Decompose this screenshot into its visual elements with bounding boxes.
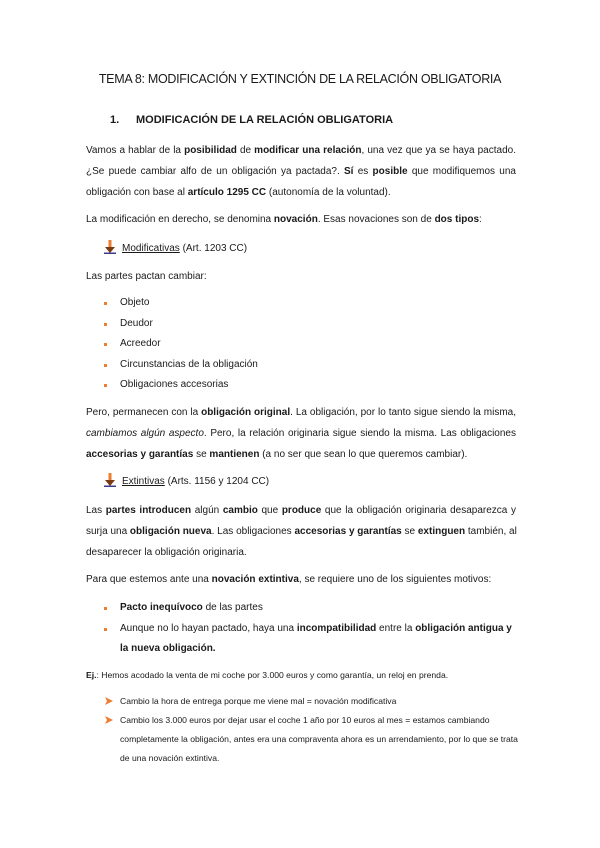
list-item: Circunstancias de la obligación [104, 355, 258, 376]
paragraph-motivos: Para que estemos ante una novación extintiva, se requiere uno de los siguientes motivos: [86, 574, 492, 585]
paragraph-intro [86, 140, 516, 203]
section-heading [110, 114, 393, 126]
bullet-icon [104, 323, 107, 326]
arrow-down-icon [104, 240, 116, 254]
list-item: Cambio los 3.000 euros por dejar usar el coche 1 año por 10 euros al mes = estamos cambiando completamente la obligación, antes era una compraventa ahora es un arrendamiento, por lo que se trata de una novación extintiva. [104, 711, 524, 768]
paragraph-novacion: La modificación en derecho, se denomina novación. Esas novaciones son de dos tipos: [86, 214, 482, 225]
arrow-down-icon [104, 473, 116, 487]
list-item: Acreedor [104, 334, 258, 355]
arrowhead-icon [104, 715, 114, 725]
bullet-icon [104, 628, 107, 631]
paragraph-line: ¿Se puede cambiar alfo de un obligación ya pactada?. Sí es posible que modifiquemos una [86, 166, 516, 177]
list-item: Aunque no lo hayan pactado, haya una incompatibilidad entre la obligación antigua y la nueva obligación. [104, 619, 518, 660]
page-title: TEMA 8: MODIFICACIÓN Y EXTINCIÓN DE LA RELACIÓN OBLIGATORIA [98, 72, 502, 86]
arrowhead-icon [104, 696, 114, 706]
bullet-icon [104, 364, 107, 367]
list-item: Deudor [104, 314, 258, 335]
list-item: Cambio la hora de entrega porque me viene mal = novación modificativa [104, 692, 524, 711]
example-paragraph: Ej.: Hemos acodado la venta de mi coche por 3.000 euros y como garantía, un reloj en prenda. [86, 670, 449, 680]
subheading-modificativas: Modificativas (Art. 1203 CC) [104, 238, 247, 259]
section-number: 1. [110, 114, 120, 126]
list-item: Obligaciones accesorias [104, 375, 258, 396]
bullet-icon [104, 384, 107, 387]
paragraph-line: obligación con base al artículo 1295 CC (autonomía de la voluntad). [86, 187, 391, 198]
bullet-icon [104, 607, 107, 610]
paragraph-permanecen: Pero, permanecen con la obligación original. La obligación, por lo tanto sigue siendo la misma, cambiamos algún aspecto. Pero, la relación originaria sigue siendo la misma. Las obligaciones accesorias y garantías se mantienen (a no ser que sean lo que queremos cambiar). [86, 407, 517, 460]
bullet-icon [104, 302, 107, 305]
paragraph-extintivas: Las partes introducen algún cambio que produce que la obligación originaria desaparezca y surja una obligación nueva. Las obligaciones accesorias y garantías se extinguen también, al desaparecer la obligación originaria. [86, 505, 517, 558]
paragraph-line: Vamos a hablar de la posibilidad de modificar una relación, una vez que ya se haya pactado. [86, 145, 516, 156]
list-modificativas [104, 293, 258, 396]
paragraph-partes-pactan: Las partes pactan cambiar: [86, 271, 207, 282]
list-item: Pacto inequívoco de las partes [104, 598, 518, 619]
bullet-icon [104, 343, 107, 346]
subheading-extintivas: Extintivas (Arts. 1156 y 1204 CC) [104, 471, 269, 492]
example-list [104, 692, 524, 768]
list-item: Objeto [104, 293, 258, 314]
section-label: MODIFICACIÓN DE LA RELACIÓN OBLIGATORIA [136, 114, 394, 126]
list-extintivas [104, 598, 518, 660]
